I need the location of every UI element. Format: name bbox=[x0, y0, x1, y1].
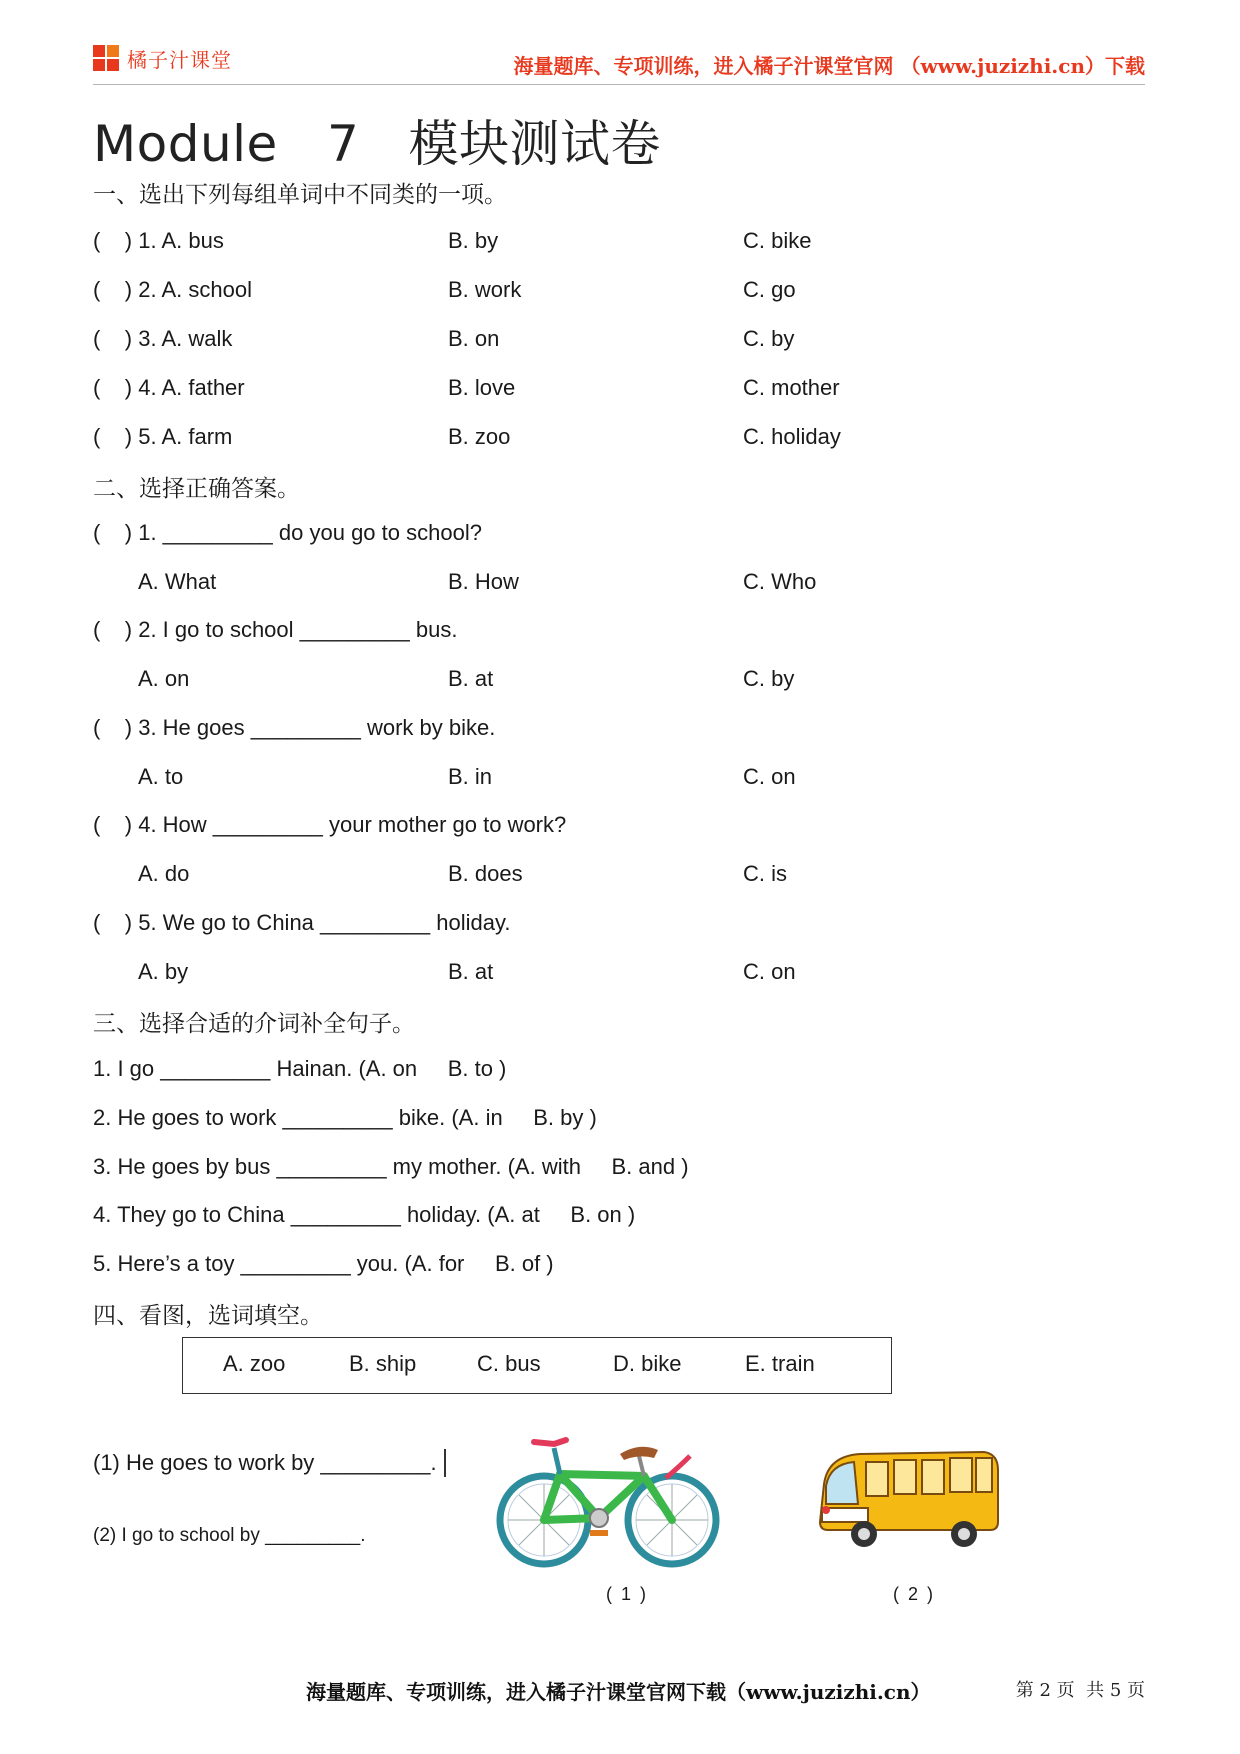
s2-q1: ( ) 1. _________ do you go to school? bbox=[93, 520, 482, 545]
header-slogan[interactable]: 海量题库、专项训练，进入橘子汁课堂官网 （www.juzizhi.cn）下载 bbox=[513, 54, 1145, 78]
logo-text: 橘子汁课堂 bbox=[127, 48, 232, 72]
s2-q2-a: A. on bbox=[138, 666, 190, 691]
s3-q3: 3. He goes by bus _________ my mother. (A. with B. and ) bbox=[93, 1154, 689, 1179]
picture-1-label: ( 1 ) bbox=[606, 1584, 649, 1604]
s2-q3-a: A. to bbox=[138, 764, 184, 789]
s2-q4-c: C. is bbox=[743, 861, 787, 886]
s1-q4: ( ) 4. A. father bbox=[93, 375, 245, 400]
word-option: E. train bbox=[745, 1351, 815, 1376]
word-option: C. bus bbox=[477, 1351, 541, 1376]
logo bbox=[93, 44, 232, 73]
s2-q4-a: A. do bbox=[138, 861, 190, 886]
s2-q4-b: B. does bbox=[448, 861, 523, 886]
s1-q5-c: C. holiday bbox=[743, 424, 841, 449]
s2-q1-c: C. Who bbox=[743, 569, 817, 594]
picture-2-label: ( 2 ) bbox=[893, 1584, 936, 1604]
logo-icon bbox=[93, 45, 121, 73]
s3-q5: 5. Here’s a toy _________ you. (A. for B. of ) bbox=[93, 1251, 554, 1276]
s1-q3: ( ) 3. A. walk bbox=[93, 326, 233, 351]
s1-q1-c: C. bike bbox=[743, 228, 812, 253]
s1-q1-b: B. by bbox=[448, 228, 499, 253]
word-option: D. bike bbox=[613, 1351, 682, 1376]
s1-q2-b: B. work bbox=[448, 277, 522, 302]
s1-q5-b: B. zoo bbox=[448, 424, 511, 449]
word-option: A. zoo bbox=[223, 1351, 286, 1376]
footer-slogan[interactable]: 海量题库、专项训练，进入橘子汁课堂官网下载（www.juzizhi.cn） bbox=[306, 1680, 931, 1704]
s4-q2: (2) I go to school by _________. bbox=[93, 1525, 366, 1546]
section4-heading: 四、看图，选词填空。 bbox=[93, 1303, 323, 1329]
s1-q3-c: C. by bbox=[743, 326, 795, 351]
section2-heading: 二、选择正确答案。 bbox=[93, 476, 300, 502]
word-bank bbox=[182, 1337, 892, 1394]
s2-q2: ( ) 2. I go to school _________ bus. bbox=[93, 617, 458, 642]
page-header bbox=[93, 40, 1145, 85]
s3-q4: 4. They go to China _________ holiday. (A. at B. on ) bbox=[93, 1202, 636, 1227]
s2-q5-b: B. at bbox=[448, 959, 494, 984]
s1-q5: ( ) 5. A. farm bbox=[93, 424, 233, 449]
s2-q5-c: C. on bbox=[743, 959, 796, 984]
s2-q1-b: B. How bbox=[448, 569, 519, 594]
s2-q3: ( ) 3. He goes _________ work by bike. bbox=[93, 715, 496, 740]
s2-q2-c: C. by bbox=[743, 666, 795, 691]
section3-heading: 三、选择合适的介词补全句子。 bbox=[93, 1011, 415, 1037]
s2-q3-c: C. on bbox=[743, 764, 796, 789]
s2-q3-b: B. in bbox=[448, 764, 493, 789]
page-title: Module 7 模块测试卷 bbox=[93, 115, 661, 173]
s3-q2: 2. He goes to work _________ bike. (A. in B. by ) bbox=[93, 1105, 597, 1130]
s2-q5-a: A. by bbox=[138, 959, 189, 984]
s1-q4-b: B. love bbox=[448, 375, 516, 400]
bicycle-illustration bbox=[494, 1430, 724, 1570]
s3-q1: 1. I go _________ Hainan. (A. on B. to ) bbox=[93, 1056, 507, 1081]
page-number: 第 2 页 共 5 页 bbox=[1015, 1680, 1145, 1701]
s1-q2-c: C. go bbox=[743, 277, 796, 302]
s1-q4-c: C. mother bbox=[743, 375, 840, 400]
s2-q1-a: A. What bbox=[138, 569, 217, 594]
section1-heading: 一、选出下列每组单词中不同类的一项。 bbox=[93, 182, 507, 208]
text-cursor bbox=[444, 1449, 446, 1477]
s1-q3-b: B. on bbox=[448, 326, 500, 351]
bus-illustration bbox=[814, 1444, 1004, 1554]
s2-q4: ( ) 4. How _________ your mother go to work? bbox=[93, 812, 567, 837]
word-option: B. ship bbox=[349, 1351, 417, 1376]
s4-q1: (1) He goes to work by _________. bbox=[93, 1450, 437, 1475]
s2-q5: ( ) 5. We go to China _________ holiday. bbox=[93, 910, 511, 935]
s1-q2: ( ) 2. A. school bbox=[93, 277, 252, 302]
s2-q2-b: B. at bbox=[448, 666, 494, 691]
s1-q1: ( ) 1. A. bus bbox=[93, 228, 224, 253]
